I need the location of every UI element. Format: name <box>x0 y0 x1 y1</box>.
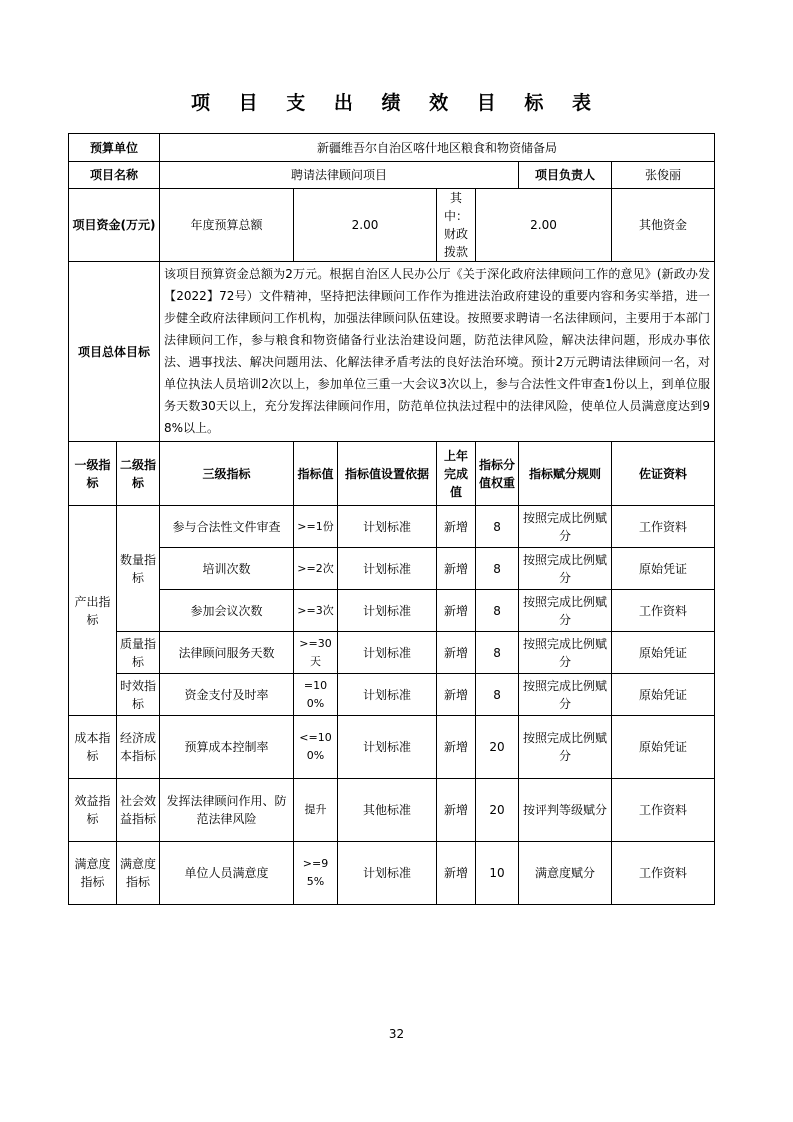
table-row <box>69 506 715 548</box>
group-economic-cost: 经济成本指标 <box>117 716 160 779</box>
project-owner-label: 项目负责人 <box>519 162 612 189</box>
annual-budget-value: 2.00 <box>294 189 437 262</box>
indicator-last-year: 新增 <box>437 716 476 779</box>
indicator-rule: 按照完成比例赋分 <box>519 590 612 632</box>
indicator-evidence: 原始凭证 <box>612 548 715 590</box>
fiscal-allocation-value: 2.00 <box>476 189 612 262</box>
header-evidence: 佐证资料 <box>612 442 715 506</box>
indicator-name: 预算成本控制率 <box>160 716 294 779</box>
indicator-last-year: 新增 <box>437 842 476 905</box>
group-cost: 成本指标 <box>69 716 117 779</box>
indicator-value: 提升 <box>294 779 338 842</box>
indicator-value: =100% <box>294 674 338 716</box>
indicator-rule: 按照完成比例赋分 <box>519 506 612 548</box>
page-title: 项 目 支 出 绩 效 目 标 表 <box>191 92 602 114</box>
project-owner-value: 张俊丽 <box>612 162 715 189</box>
indicator-name: 法律顾问服务天数 <box>160 632 294 674</box>
indicator-basis: 计划标准 <box>338 506 437 548</box>
indicator-value: >=95% <box>294 842 338 905</box>
indicator-value: >=1份 <box>294 506 338 548</box>
group-satisfaction: 满意度指标 <box>69 842 117 905</box>
fiscal-allocation-label: 其中：财政拨款 <box>437 189 476 262</box>
indicator-evidence: 工作资料 <box>612 779 715 842</box>
header-level1: 一级指标 <box>69 442 117 506</box>
project-name-value: 聘请法律顾问项目 <box>160 162 519 189</box>
indicator-last-year: 新增 <box>437 779 476 842</box>
indicator-weight: 20 <box>476 779 519 842</box>
group-quantity: 数量指标 <box>117 506 160 632</box>
indicator-last-year: 新增 <box>437 548 476 590</box>
annual-budget-label: 年度预算总额 <box>160 189 294 262</box>
header-rule: 指标赋分规则 <box>519 442 612 506</box>
project-funds-label: 项目资金(万元) <box>69 189 160 262</box>
indicator-name: 培训次数 <box>160 548 294 590</box>
indicator-basis: 其他标准 <box>338 779 437 842</box>
group-social-benefit: 社会效益指标 <box>117 779 160 842</box>
indicator-rule: 按照完成比例赋分 <box>519 548 612 590</box>
indicator-last-year: 新增 <box>437 674 476 716</box>
indicator-name: 参与合法性文件审查 <box>160 506 294 548</box>
indicator-name: 发挥法律顾问作用、防范法律风险 <box>160 779 294 842</box>
indicator-value: >=3次 <box>294 590 338 632</box>
budget-unit-value: 新疆维吾尔自治区喀什地区粮食和物资储备局 <box>160 134 715 162</box>
header-last-year: 上年完成值 <box>437 442 476 506</box>
indicator-basis: 计划标准 <box>338 590 437 632</box>
group-satisfaction-sub: 满意度指标 <box>117 842 160 905</box>
table-row <box>69 779 715 842</box>
group-quality: 质量指标 <box>117 632 160 674</box>
indicator-name: 参加会议次数 <box>160 590 294 632</box>
group-timeliness: 时效指标 <box>117 674 160 716</box>
header-value: 指标值 <box>294 442 338 506</box>
indicator-evidence: 工作资料 <box>612 842 715 905</box>
header-level3: 三级指标 <box>160 442 294 506</box>
indicator-last-year: 新增 <box>437 590 476 632</box>
indicator-evidence: 原始凭证 <box>612 674 715 716</box>
indicator-evidence: 原始凭证 <box>612 632 715 674</box>
indicator-weight: 8 <box>476 590 519 632</box>
indicator-basis: 计划标准 <box>338 674 437 716</box>
table-row <box>69 632 715 674</box>
indicator-name: 资金支付及时率 <box>160 674 294 716</box>
indicator-basis: 计划标准 <box>338 716 437 779</box>
indicator-evidence: 工作资料 <box>612 590 715 632</box>
overall-goal-text: 该项目预算资金总额为2万元。根据自治区人民办公厅《关于深化政府法律顾问工作的意见》(新政办发【2022】72号）文件精神，坚持把法律顾问工作作为推进法治政府建设的重要内容和务实举措，进一步健全政府法律顾问工作机构，加强法律顾问队伍建设。按照要求聘请一名法律顾问，主要用于本部门法律顾问工作，参与粮食和物资储备行业法治建设问题，防范法律风险，解决法律问题，形成办事依法、遇事找法、解决问题用法、化解法律矛盾考法的良好法治环境。预计2万元聘请法律顾问一名，对单位执法人员培训2次以上，参加单位三重一大会议3次以上，参与合法性文件审查1份以上，到单位服务天数30天以上，充分发挥法律顾问作用，防范单位执法过程中的法律风险，使单位人员满意度达到98%以上。 <box>160 262 715 442</box>
performance-target-table <box>68 133 715 905</box>
indicator-basis: 计划标准 <box>338 632 437 674</box>
budget-unit-label: 预算单位 <box>69 134 160 162</box>
indicator-weight: 10 <box>476 842 519 905</box>
indicator-weight: 8 <box>476 632 519 674</box>
indicator-weight: 8 <box>476 506 519 548</box>
table-row <box>69 716 715 779</box>
indicator-rule: 满意度赋分 <box>519 842 612 905</box>
indicator-rule: 按照完成比例赋分 <box>519 674 612 716</box>
indicator-value: <=100% <box>294 716 338 779</box>
group-output: 产出指标 <box>69 506 117 716</box>
indicator-rule: 按照完成比例赋分 <box>519 632 612 674</box>
table-row <box>69 590 715 632</box>
group-benefit: 效益指标 <box>69 779 117 842</box>
other-funds-label: 其他资金 <box>612 189 715 262</box>
overall-goal-label: 项目总体目标 <box>69 262 160 442</box>
indicator-weight: 20 <box>476 716 519 779</box>
indicator-basis: 计划标准 <box>338 842 437 905</box>
indicator-rule: 按照完成比例赋分 <box>519 716 612 779</box>
indicator-rule: 按评判等级赋分 <box>519 779 612 842</box>
project-name-label: 项目名称 <box>69 162 160 189</box>
table-row <box>69 674 715 716</box>
indicator-value: >=30天 <box>294 632 338 674</box>
indicator-name: 单位人员满意度 <box>160 842 294 905</box>
indicator-evidence: 工作资料 <box>612 506 715 548</box>
indicator-weight: 8 <box>476 548 519 590</box>
table-row <box>69 842 715 905</box>
indicator-last-year: 新增 <box>437 632 476 674</box>
indicator-value: >=2次 <box>294 548 338 590</box>
page-number: 32 <box>388 1027 405 1041</box>
indicator-last-year: 新增 <box>437 506 476 548</box>
header-weight: 指标分值权重 <box>476 442 519 506</box>
indicator-evidence: 原始凭证 <box>612 716 715 779</box>
header-level2: 二级指标 <box>117 442 160 506</box>
header-basis: 指标值设置依据 <box>338 442 437 506</box>
table-row <box>69 548 715 590</box>
indicator-basis: 计划标准 <box>338 548 437 590</box>
indicator-weight: 8 <box>476 674 519 716</box>
